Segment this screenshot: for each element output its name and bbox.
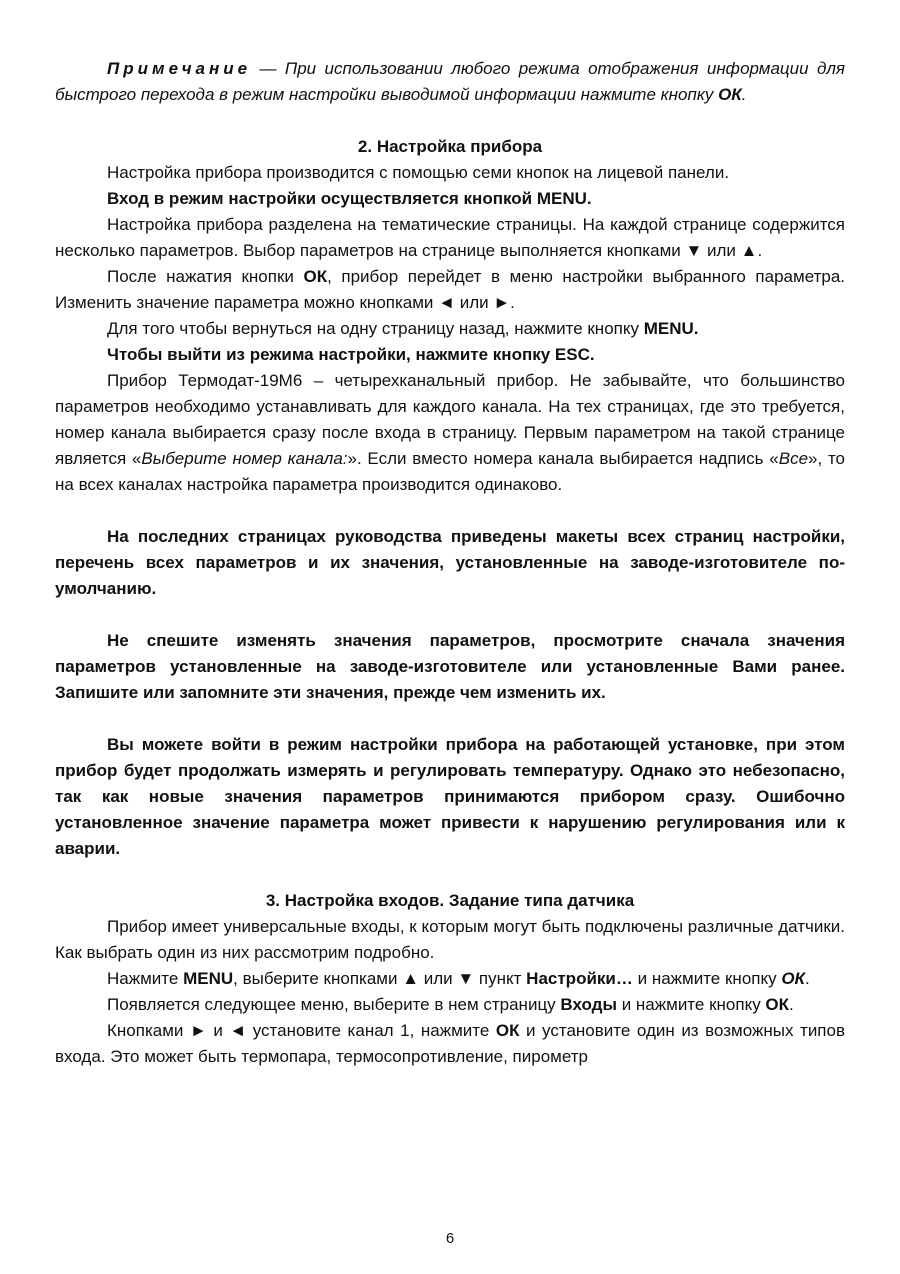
paragraph: Нажмите MENU, выберите кнопками ▲ или ▼ пункт Настройки… и нажмите кнопку ОК.: [107, 969, 810, 988]
document-page: [55, 56, 845, 1070]
paragraph: Настройка прибора производится с помощью семи кнопок на лицевой панели.: [107, 163, 730, 182]
paragraph: После нажатия кнопки ОК, прибор перейдет в меню настройки выбранного параметра. Изменить значение параметра можно кнопками ◄ или ►.: [55, 267, 845, 312]
paragraph: Чтобы выйти из режима настройки, нажмите кнопку ESC.: [107, 345, 595, 364]
paragraph: Кнопками ► и ◄ установите канал 1, нажмите ОК и установите один из возможных типов входа. Это может быть термопара, термосопротивление, пирометр: [55, 1021, 846, 1066]
paragraph: Вход в режим настройки осуществляется кнопкой MENU.: [107, 189, 592, 208]
paragraph: Прибор Термодат-19М6 – четырехканальный прибор. Не забывайте, что большинство параметров необходимо устанавливать для каждого канала. На тех страницах, где это требуется, номер канала выбирается сразу после входа в страницу. Первым параметром на такой странице является «Выберите номер канала:». Если вместо номера канала выбирается надпись «Все», то на всех каналах настройка параметра производится одинаково.: [55, 371, 846, 494]
page-number: 6: [445, 1230, 455, 1247]
paragraph: Появляется следующее меню, выберите в нем страницу Входы и нажмите кнопку ОК.: [107, 995, 794, 1014]
section-2-heading: 2. Настройка прибора: [357, 137, 543, 156]
note-paragraph: Примечание — При использовании любого режима отображения информации для быстрого перехода в режим настройки выводимой информации нажмите кнопку ОК.: [55, 59, 846, 104]
paragraph: Прибор имеет универсальные входы, к которым могут быть подключены различные датчики. Как выбрать один из них рассмотрим подробно.: [55, 917, 845, 962]
warning-paragraph: На последних страницах руководства приведены макеты всех страниц настройки, перечень всех параметров и их значения, установленные на заводе-изготовителе по-умолчанию.: [55, 527, 845, 598]
note-label: Примечание: [107, 59, 252, 78]
paragraph: Для того чтобы вернуться на одну страницу назад, нажмите кнопку MENU.: [107, 319, 699, 338]
section-3-heading: 3. Настройка входов. Задание типа датчика: [265, 891, 635, 910]
paragraph: Настройка прибора разделена на тематические страницы. На каждой странице содержится несколько параметров. Выбор параметров на странице выполняется кнопками ▼ или ▲.: [55, 215, 845, 260]
warning-paragraph: Вы можете войти в режим настройки прибора на работающей установке, при этом прибор будет продолжать измерять и регулировать температуру. Однако это небезопасно, так как новые значения параметров принимаются прибором сразу. Ошибочно установленное значение параметра может привести к нарушению регулирования или к аварии.: [55, 735, 845, 858]
warning-paragraph: Не спешите изменять значения параметров, просмотрите сначала значения параметров установленные на заводе-изготовителе или установленные Вами ранее. Запишите или запомните эти значения, прежде чем изменить их.: [55, 631, 845, 702]
